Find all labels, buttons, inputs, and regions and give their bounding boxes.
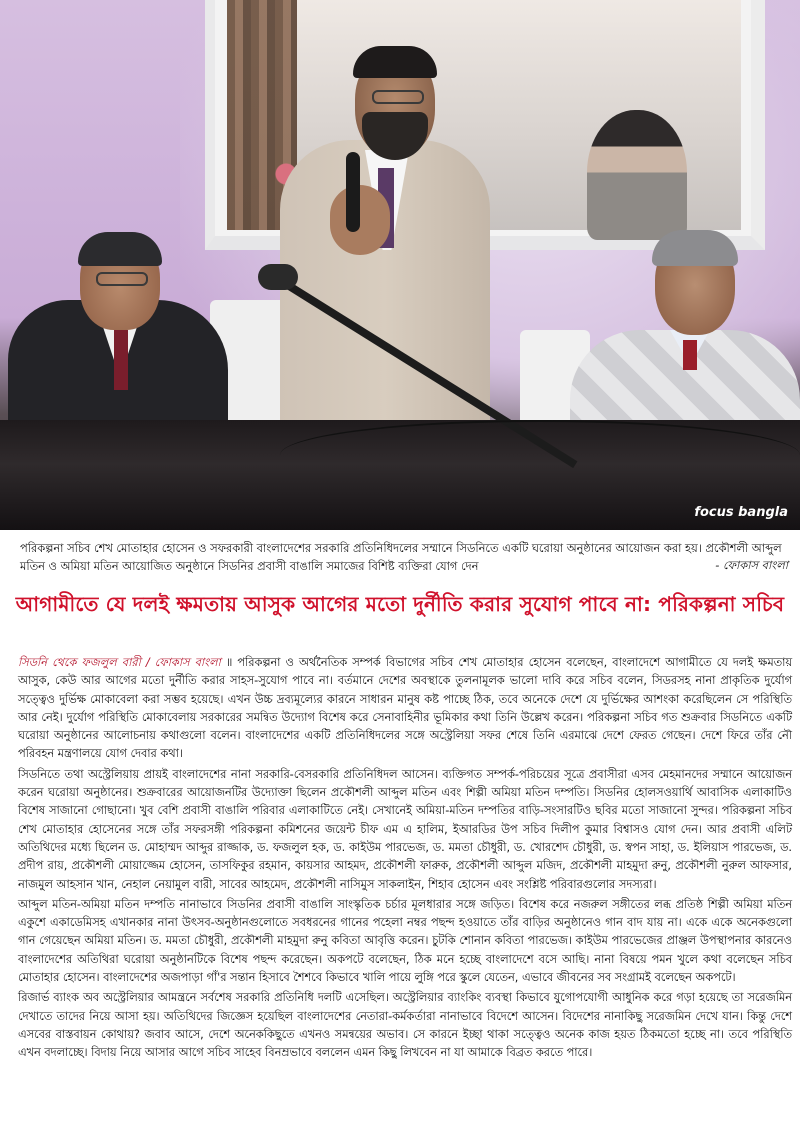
- news-photo: [0, 0, 800, 530]
- speaker-hand: [330, 185, 390, 255]
- microphone-cable: [280, 420, 800, 490]
- left-man-glasses: [96, 272, 148, 286]
- left-man-hair: [78, 232, 162, 266]
- article-paragraph: আব্দুল মতিন-অমিয়া মতিন দম্পতি নানাভাবে সিডনির প্রবাসী বাঙালি সাংস্কৃতিক চর্চার মূলধারার সঙ্গে জড়িত। বিশেষ করে নজরুল সঙ্গীতের লব্ধ প্রতিষ্ঠ শিল্পী অমিয়া মতিন একুশে একাডেমিসহ এখানকার নানা উৎসব-অনুষ্ঠানগুলোতে সবধরনের গানের পহেলা নম্বর পছন্দ হওয়াতে তাঁর বাড়ির অনুষ্ঠানেও গান বাদ যায় না। একে একে অনেকগুলো গান গেয়েছেন অমিয়া মতিন। ড. মমতা চৌধুরী, প্রকৌশলী মাহমুদা রুনু কবিতা আবৃত্তি করেন। চুটকি শোনান কবিতা পারভেজ। কাইউম পারভেজের প্রাঞ্জল উপস্থাপনার কারনেও বাংলাদেশের অতিথিরা ঘরোয়া অনুষ্ঠানটিকে বিশেষ পছন্দ করেছেন। অকপটে বলেছেন, ঠিক মনে হচ্ছে বাংলাদেশে বসে আছি। নানা বিষয়ে পমন খুলে কথা বলেছেন সচিব মোতাহার হোসেন। বাংলাদেশের অজপাড়া গাঁ'র সন্তান হিসাবে শৈশবে কিভাবে খালি পায়ে লুঙ্গি পরে স্কুলে যেতেন, এভাবে জীবনের সব সংগ্রামই বলেছেন অকপটে।: [18, 897, 792, 985]
- article-paragraph: [18, 654, 792, 764]
- photo-caption: পরিকল্পনা সচিব শেখ মোতাহার হোসেন ও সফরকারী বাংলাদেশের সরকারি প্রতিনিধিদলের সম্মানে সিডনিতে একটি ঘরোয়া অনুষ্ঠানের আয়োজন করা হয়। প্রকৌশলী আব্দুল মতিন ও অমিয়া মতিন আয়োজিত অনুষ্ঠানে সিডনির প্রবাসী বাঙালি সমাজের বিশিষ্ট ব্যক্তিরা যোগ দেন: [20, 541, 782, 573]
- stand-microphone-icon: [258, 264, 298, 290]
- handheld-microphone-icon: [346, 152, 360, 232]
- left-man-tie: [114, 330, 128, 390]
- paragraph-text: পরিকল্পনা ও অর্থনৈতিক সম্পর্ক বিভাগের সচিব শেখ মোতাহার হোসেন বলেছেন, বাংলাদেশে আগামীতে যে দলই ক্ষমতায় আসুক, কেউ আর আগের মতো দুর্নীতি করার সাহস-সুযোগ পাবে না। বর্তমানে দেশের অবস্থাকে তুলনামূলক ভালো দাবি করে সচিব বলেন, সিডরসহ নানা প্রাকৃতিক দুর্যোগ সত্ত্বেও দুর্ভিক্ষ মোকাবেলা করা সম্ভব হয়েছে। এখন উচ্চ দ্রব্যমূল্যের কারনে সাধারন মানুষ কষ্ট পাচ্ছে ঠিক, তবে অনেকে দেশে যে দুর্ভিক্ষের আশংকা করেছিলেন সে পরিস্থিতি আর নেই। দুর্যোগ পরিস্থিতি মোকাবেলায় সরকারের সমন্বিত উদ্যোগ বিশেষ করে সেনাবাহিনীর ভূমিকার কথা তিনি উল্লেখ করেন। পরিকল্পনা সচিব গত শুক্রবার সিডনিতে একটি ঘরোয়া অনুষ্ঠানের আলোচনায় কথাগুলো বলেন। বাংলাদেশের একটি প্রতিনিধিদলের সঙ্গে অস্ট্রেলিয়া সফর শেষে তিনি এরমাঝে দেশে ফেরত গেছেন। দেশে ফিরে তাঁর নৌ পরিবহন মন্ত্রণালয়ে যোগ দেবার কথা।: [18, 656, 793, 761]
- reflected-person: [587, 110, 687, 240]
- article-headline: আগামীতে যে দলই ক্ষমতায় আসুক আগের মতো দুর্নীতি করার সুযোগ পাবে না: পরিকল্পনা সচিব: [15, 592, 785, 616]
- right-man-hair: [652, 230, 738, 266]
- photo-watermark: focus bangla: [694, 505, 788, 520]
- article-paragraph: রিজার্ভ ব্যাংক অব অস্ট্রেলিয়ার আমন্ত্রনে সর্বশেষ সরকারি প্রতিনিধি দলটি এসেছিল। অস্ট্রেলিয়ার ব্যাংকিং ব্যবস্থা কিভাবে যুগোপযোগী আধুনিক করে গড়া হয়েছে তা সরেজমিন দেখাতে তাদের নিয়ে আসা হয়। অতিথিদের জিজ্ঞেস হয়েছিল বাংলাদেশের নেতারা-কর্মকর্তারা নানাভাবে বিদেশে আসেন। বিদেশের নানাকিছু সরেজমিন দেখে যান। কিন্তু দেশে এসবের বাস্তবায়ন কোথায়? জবাব আসে, দেশে অনেককিছুতে এখনও সমন্বয়ের অভাব। সে কারনে ইচ্ছা থাকা সত্ত্বেও অনেক কাজ হয়ত ঠিকমতো হচ্ছে না। তবে পরিস্থিতি এখন বদলাচ্ছে। বিদায় নিয়ে আসার আগে সচিব সাহেব বিনম্রভাবে বললেন এমন কিছু লিখবেন না যা আমাকে বিব্রত করতে পারে।: [18, 991, 792, 1060]
- speaker-glasses: [372, 90, 424, 104]
- byline-separator: ॥: [225, 656, 233, 669]
- article-byline: সিডনি থেকে ফজলুল বারী / ফোকাস বাংলা: [18, 656, 221, 669]
- right-man-tie: [683, 340, 697, 370]
- photo-credit: - ফোকাস বাংলা: [715, 558, 788, 572]
- speaker-hair: [353, 46, 437, 78]
- article-body: [18, 654, 792, 1065]
- article-paragraph: সিডনিতে তথা অস্ট্রেলিয়ায় প্রায়ই বাংলাদেশের নানা সরকারি-বেসরকারি প্রতিনিধিদল আসেন। ব্যক্তিগত সম্পর্ক-পরিচয়ের সূত্রে প্রবাসীরা এসব মেহমানদের সম্মানে আয়োজন করেন ঘরোয়া অনুষ্ঠানের। শুক্রবারের আয়োজনটির উদ্যোক্তা ছিলেন প্রকৌশলী আব্দুল মতিন এবং শিল্পী অমিয়া মতিন দম্পতি। সিডনির হোলসওয়ার্থি আবাসিক এলাকাটিও বিশেষ সাজানো গোছানো। খুব বেশি প্রবাসী বাঙালি পরিবার এলাকাটিতে নেই। সেখানেই অমিয়া-মতিন দম্পতির বাড়ি-সংসারটিও ছবির মতো সাজানো সুন্দর। পরিকল্পনা সচিব শেখ মোতাহার হোসেনের সঙ্গে তাঁর সফরসঙ্গী পরিকল্পনা কমিশনের জয়েন্ট চীফ এম এ হালিম, ইআরডির উপ সচিব দিলীপ কুমার বিশ্বাসও যোগ দেন। আর প্রবাসী এলিট অতিথিদের মধ্যে ছিলেন ড. মোহাম্মদ আব্দুর রাজ্জাক, ড. ফজলুল হক, ড. কাইউম পারভেজ, ড. মমতা চৌধুরী, ড. খোরশেদ চৌধুরী, ড. স্বপন সাহা, ড. ইলিয়াস পারভেজ, ড. প্রদীপ রায়, প্রকৌশলী মোয়াজ্জেম হোসেন, তাসফিকুর রহমান, কায়সার আহমদ, প্রকৌশলী ফারুক, প্রকৌশলী আব্দুল মজিদ, প্রকৌশলী মাহমুদা রুনু, প্রকৌশলী নুরুল আফসার, নাজমুল আহসান খান, নেহাল নেয়ামুল বারী, সাবের আহমেদ, প্রকৌশলী নাসিমুস সাকলাইন, শিহাব হোসেন এবং সংশ্লিষ্ট পরিবারগুলোর সদস্যরা।: [18, 767, 793, 891]
